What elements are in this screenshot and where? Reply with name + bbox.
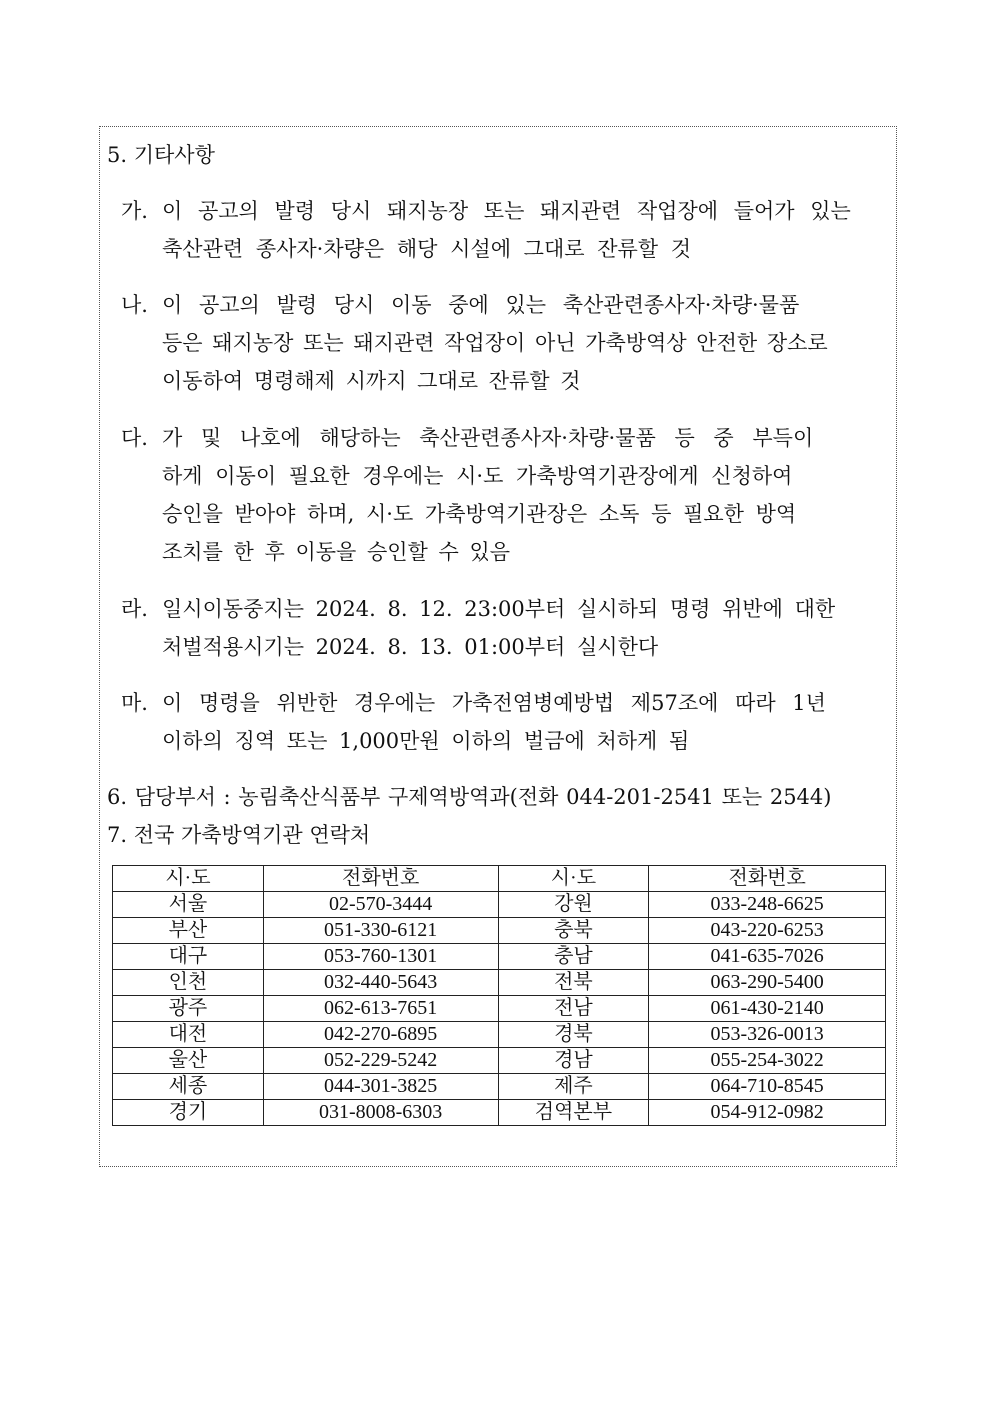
phone-cell: 054-912-0982 xyxy=(649,1100,886,1126)
region-cell: 경기 xyxy=(113,1100,264,1126)
phone-cell: 033-248-6625 xyxy=(649,892,886,918)
region-cell: 울산 xyxy=(113,1048,264,1074)
phone-cell: 053-326-0013 xyxy=(649,1022,886,1048)
table-row xyxy=(113,1022,886,1048)
item-da-marker: 다. xyxy=(121,426,148,450)
phone-cell: 062-613-7651 xyxy=(263,996,498,1022)
item-na-line-3: 이동하여 명령해제 시까지 그대로 잔류할 것 xyxy=(162,369,581,393)
phone-cell: 051-330-6121 xyxy=(263,918,498,944)
region-cell: 경북 xyxy=(498,1022,649,1048)
header-region-left: 시·도 xyxy=(113,866,264,892)
phone-cell: 063-290-5400 xyxy=(649,970,886,996)
item-na-marker: 나. xyxy=(121,293,148,317)
item-na-line-2: 등은 돼지농장 또는 돼지관련 작업장이 아닌 가축방역상 안전한 장소로 xyxy=(162,331,828,355)
region-cell: 전북 xyxy=(498,970,649,996)
phone-cell: 032-440-5643 xyxy=(263,970,498,996)
item-na-line-1: 이 공고의 발령 당시 이동 중에 있는 축산관련종사자·차량·물품 xyxy=(162,293,800,317)
region-cell: 대전 xyxy=(113,1022,264,1048)
phone-cell: 041-635-7026 xyxy=(649,944,886,970)
section-6-contact-dept: 6. 담당부서 : 농림축산식품부 구제역방역과(전화 044-201-2541 또는 2544) xyxy=(107,785,832,809)
item-da-line-3: 승인을 받아야 하며, 시·도 가축방역기관장은 소독 등 필요한 방역 xyxy=(162,502,797,526)
phone-cell: 02-570-3444 xyxy=(263,892,498,918)
region-cell: 서울 xyxy=(113,892,264,918)
header-region-right: 시·도 xyxy=(498,866,649,892)
phone-cell: 064-710-8545 xyxy=(649,1074,886,1100)
phone-cell: 031-8008-6303 xyxy=(263,1100,498,1126)
table-row xyxy=(113,944,886,970)
phone-cell: 042-270-6895 xyxy=(263,1022,498,1048)
item-da-line-1: 가 및 나호에 해당하는 축산관련종사자·차량·물품 등 중 부득이 xyxy=(162,426,814,450)
region-cell: 인천 xyxy=(113,970,264,996)
table-row xyxy=(113,1100,886,1126)
region-cell: 대구 xyxy=(113,944,264,970)
item-ga-marker: 가. xyxy=(121,199,148,223)
section-7-title: 7. 전국 가축방역기관 연락처 xyxy=(107,823,371,847)
region-cell: 충남 xyxy=(498,944,649,970)
region-cell: 세종 xyxy=(113,1074,264,1100)
section-5-title: 5. 기타사항 xyxy=(107,143,215,167)
region-cell: 경남 xyxy=(498,1048,649,1074)
table-header-row xyxy=(113,866,886,892)
table-row xyxy=(113,918,886,944)
table-row xyxy=(113,996,886,1022)
region-cell: 충북 xyxy=(498,918,649,944)
table-row xyxy=(113,1048,886,1074)
item-da-line-2: 하게 이동이 필요한 경우에는 시·도 가축방역기관장에게 신청하여 xyxy=(162,464,793,488)
region-cell: 광주 xyxy=(113,996,264,1022)
phone-cell: 043-220-6253 xyxy=(649,918,886,944)
table-row xyxy=(113,970,886,996)
item-ma-line-2: 이하의 징역 또는 1,000만원 이하의 벌금에 처하게 됨 xyxy=(162,729,690,753)
table-row xyxy=(113,892,886,918)
header-phone-right: 전화번호 xyxy=(649,866,886,892)
item-da-line-4: 조치를 한 후 이동을 승인할 수 있음 xyxy=(162,540,511,564)
item-ra-line-2: 처벌적용시기는 2024. 8. 13. 01:00부터 실시한다 xyxy=(162,635,659,659)
region-cell: 제주 xyxy=(498,1074,649,1100)
phone-cell: 053-760-1301 xyxy=(263,944,498,970)
region-cell: 전남 xyxy=(498,996,649,1022)
phone-cell: 055-254-3022 xyxy=(649,1048,886,1074)
contact-table xyxy=(112,865,886,1126)
region-cell: 강원 xyxy=(498,892,649,918)
item-ma-line-1: 이 명령을 위반한 경우에는 가축전염병예방법 제57조에 따라 1년 xyxy=(162,691,826,715)
item-ra-line-1: 일시이동중지는 2024. 8. 12. 23:00부터 실시하되 명령 위반에 대한 xyxy=(162,597,836,621)
phone-cell: 052-229-5242 xyxy=(263,1048,498,1074)
item-ra-marker: 라. xyxy=(121,597,148,621)
phone-cell: 044-301-3825 xyxy=(263,1074,498,1100)
item-ga-line-2: 축산관련 종사자·차량은 해당 시설에 그대로 잔류할 것 xyxy=(162,237,692,261)
header-phone-left: 전화번호 xyxy=(263,866,498,892)
phone-cell: 061-430-2140 xyxy=(649,996,886,1022)
table-row xyxy=(113,1074,886,1100)
item-ma-marker: 마. xyxy=(121,691,148,715)
item-ga-line-1: 이 공고의 발령 당시 돼지농장 또는 돼지관련 작업장에 들어가 있는 xyxy=(162,199,851,223)
region-cell: 부산 xyxy=(113,918,264,944)
region-cell: 검역본부 xyxy=(498,1100,649,1126)
